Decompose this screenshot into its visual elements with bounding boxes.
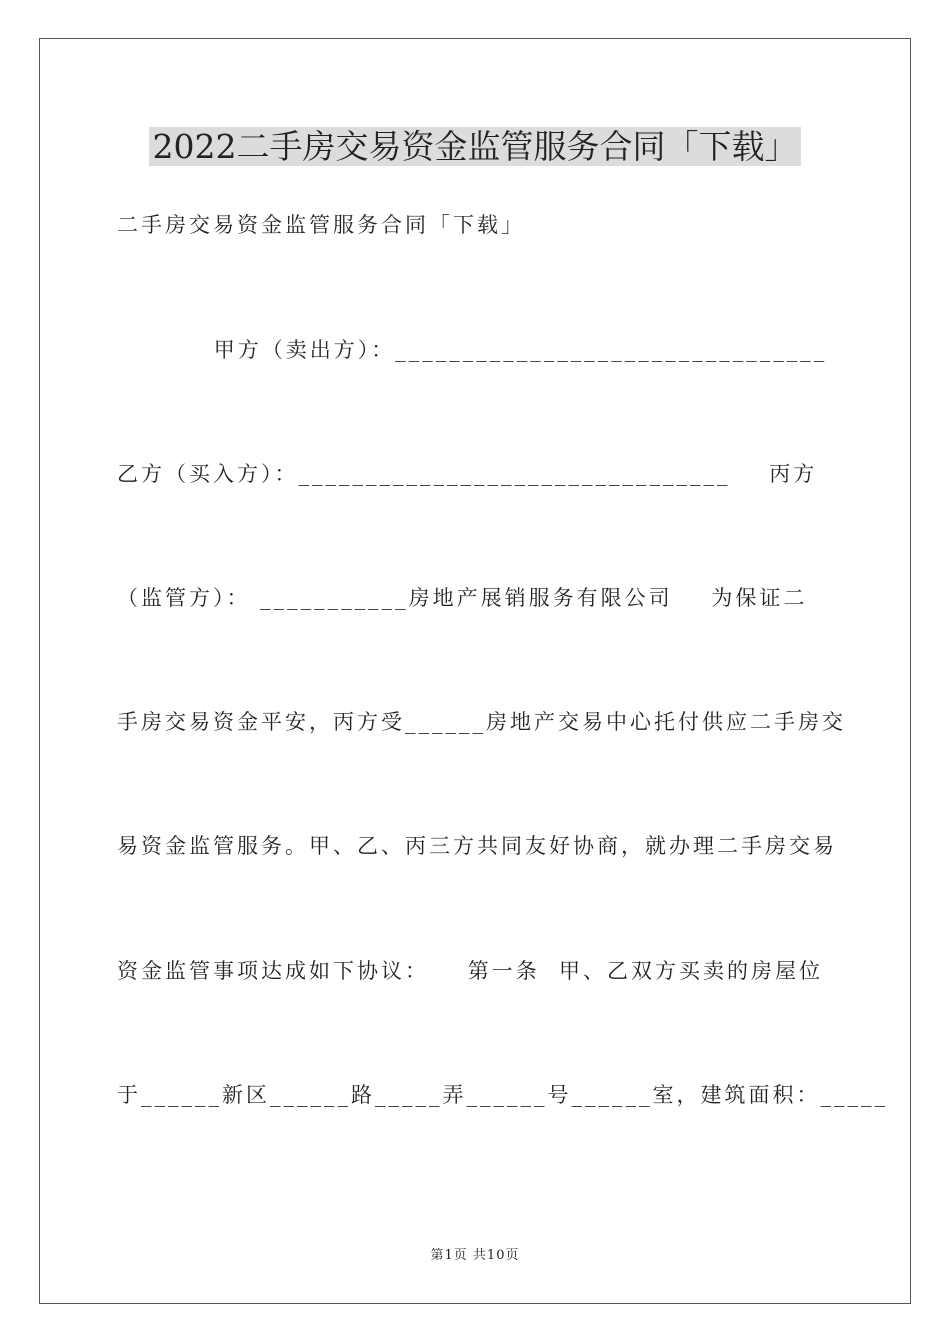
paragraph-line-3: 乙方（买入方）：________________________________ 丙方 (117, 462, 818, 486)
document-title (0, 126, 950, 168)
paragraph-line-1: 二手房交易资金监管服务合同「下载」 (117, 213, 525, 237)
paragraph-line-4: （监管方）： ___________房地产展销服务有限公司 为保证二 (117, 586, 808, 610)
paragraph-line-2: 甲方（卖出方）：________________________________ (117, 338, 828, 362)
document-title-text: 2022二手房交易资金监管服务合同「下载」 (149, 127, 802, 166)
paragraph-line-5: 手房交易资金平安，丙方受______房地产交易中心托付供应二手房交 (117, 710, 846, 734)
page-footer: 第1页 共10页 (430, 1248, 520, 1263)
paragraph-line-6: 易资金监管服务。甲、乙、丙三方共同友好协商，就办理二手房交易 (117, 834, 837, 858)
paragraph-line-8: 于______新区______路_____弄______号______室，建筑面积：_____ (117, 1083, 888, 1107)
paragraph-line-7: 资金监管事项达成如下协议： 第一条 甲、乙双方买卖的房屋位 (117, 959, 824, 983)
